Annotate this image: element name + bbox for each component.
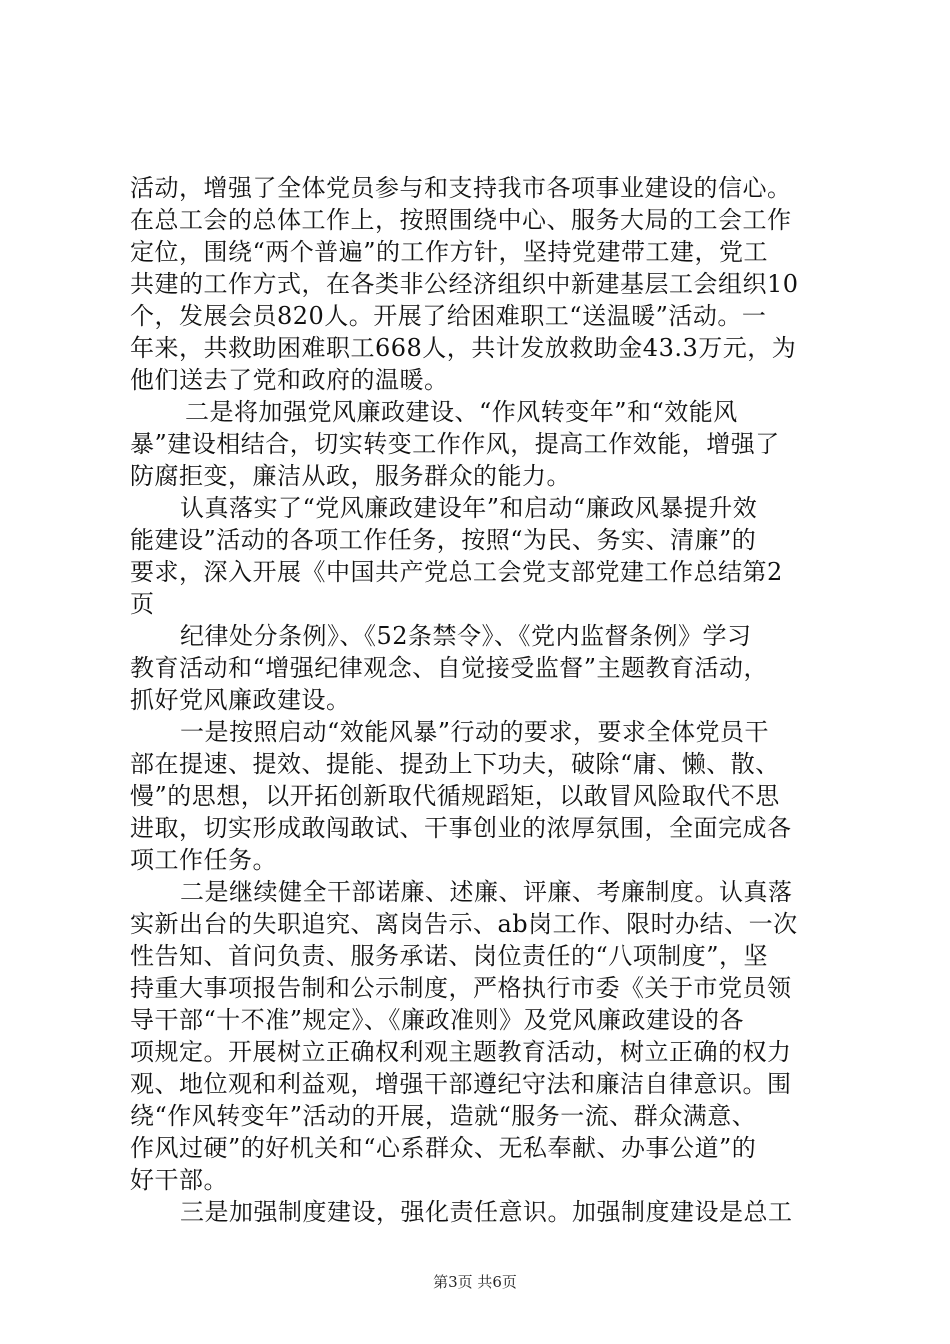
text-line: 作风过硬”的好机关和“心系群众、无私奉献、办事公道”的 bbox=[130, 1134, 757, 1162]
text-line: 年来，共救助困难职工668人，共计发放救助金43.3万元，为 bbox=[130, 334, 797, 362]
text-line: 实新出台的失职追究、离岗告示、ab岗工作、限时办结、一次 bbox=[130, 910, 798, 938]
paragraph-first-line: 一是按照启动“效能风暴”行动的要求，要求全体党员干 bbox=[180, 718, 770, 746]
text-line: 活动，增强了全体党员参与和支持我市各项事业建设的信心。 bbox=[130, 174, 792, 202]
text-line: 进取，切实形成敢闯敢试、干事创业的浓厚氛围，全面完成各 bbox=[130, 814, 792, 842]
text-line: 能建设”活动的各项工作任务，按照“为民、务实、清廉”的 bbox=[130, 526, 757, 554]
text-line: 项工作任务。 bbox=[130, 846, 277, 874]
paragraph-first-line: 二是继续健全干部诺廉、述廉、评廉、考廉制度。认真落 bbox=[180, 878, 793, 906]
text-line: 抓好党风廉政建设。 bbox=[130, 686, 351, 714]
text-line: 绕“作风转变年”活动的开展，造就“服务一流、群众满意、 bbox=[130, 1102, 757, 1130]
text-line: 页 bbox=[130, 590, 155, 618]
text-line: 他们送去了党和政府的温暖。 bbox=[130, 366, 449, 394]
text-line: 持重大事项报告制和公示制度，严格执行市委《关于市党员领 bbox=[130, 974, 792, 1002]
text-line: 项规定。开展树立正确权利观主题教育活动，树立正确的权力 bbox=[130, 1038, 792, 1066]
paragraph-first-line: 纪律处分条例》、《52条禁令》、《党内监督条例》学习 bbox=[180, 622, 752, 650]
text-line: 定位，围绕“两个普遍”的工作方针，坚持党建带工建，党工 bbox=[130, 238, 769, 266]
text-line: 性告知、首问负责、服务承诺、岗位责任的“八项制度”，坚 bbox=[130, 942, 769, 970]
page-footer bbox=[0, 1272, 950, 1292]
text-line: 教育活动和“增强纪律观念、自觉接受监督”主题教育活动， bbox=[130, 654, 769, 682]
paragraph-first-line: 认真落实了“党风廉政建设年”和启动“廉政风暴提升效 bbox=[180, 494, 758, 522]
text-line: 共建的工作方式，在各类非公经济组织中新建基层工会组织10 bbox=[130, 270, 799, 298]
text-line: 防腐拒变，廉洁从政，服务群众的能力。 bbox=[130, 462, 571, 490]
text-line: 好干部。 bbox=[130, 1166, 228, 1194]
text-line: 在总工会的总体工作上，按照围绕中心、服务大局的工会工作 bbox=[130, 206, 792, 234]
text-line: 慢”的思想，以开拓创新取代循规蹈矩，以敢冒风险取代不思 bbox=[130, 782, 780, 810]
document-body bbox=[130, 172, 830, 1228]
text-line: 个，发展会员820人。开展了给困难职工“送温暖”活动。一 bbox=[130, 302, 767, 330]
text-line: 要求，深入开展《中国共产党总工会党支部党建工作总结第2 bbox=[130, 558, 783, 586]
text-line: 暴”建设相结合，切实转变工作作风，提高工作效能，增强了 bbox=[130, 430, 780, 458]
text-line: 观、地位观和利益观，增强干部遵纪守法和廉洁自律意识。围 bbox=[130, 1070, 792, 1098]
page-number-label: 第3页 共6页 bbox=[433, 1273, 517, 1291]
text-line: 部在提速、提效、提能、提劲上下功夫，破除“庸、懒、散、 bbox=[130, 750, 780, 778]
paragraph-first-line: 二是将加强党风廉政建设、“作风转变年”和“效能风 bbox=[185, 398, 738, 426]
text-line: 导干部“十不准”规定》、《廉政准则》及党风廉政建设的各 bbox=[130, 1006, 745, 1034]
paragraph-first-line: 三是加强制度建设，强化责任意识。加强制度建设是总工 bbox=[180, 1198, 793, 1226]
